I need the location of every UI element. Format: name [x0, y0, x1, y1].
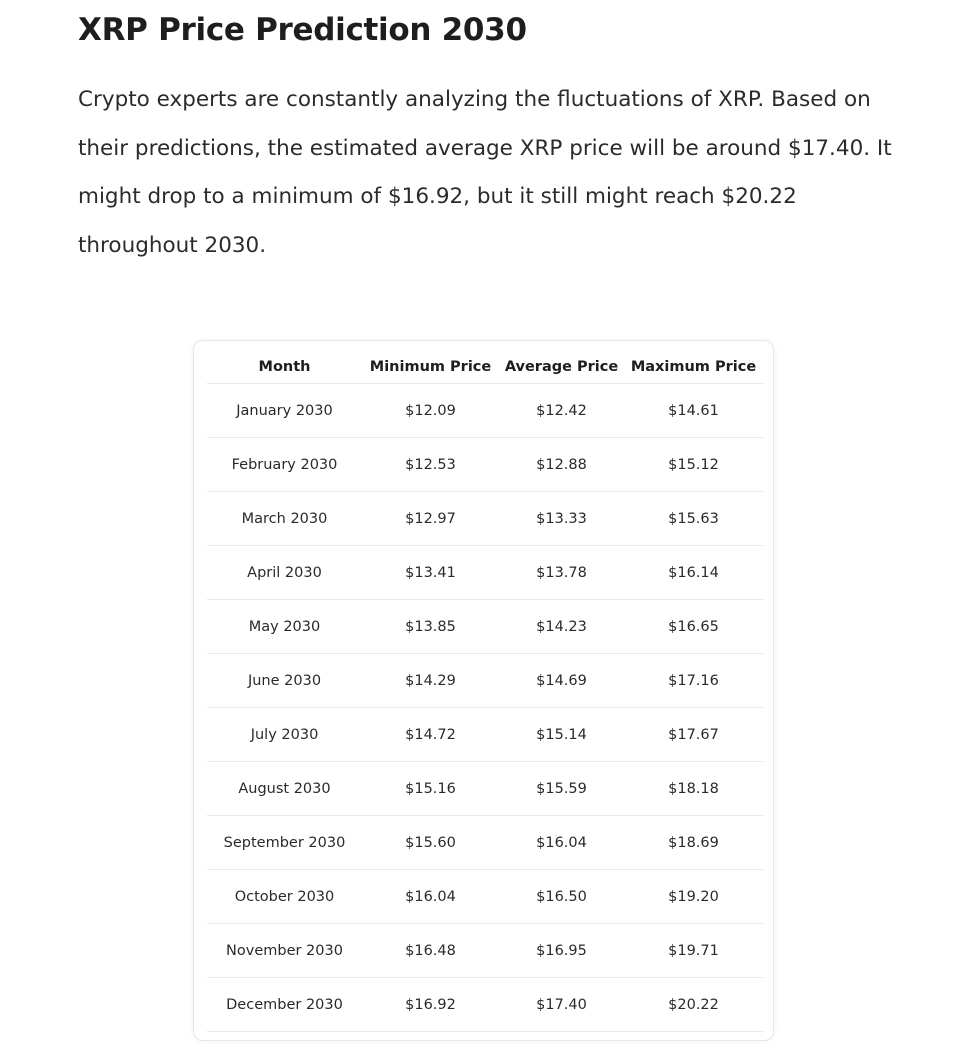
intro-paragraph: Crypto experts are constantly analyzing the fluctuations of XRP. Based on their predictions, the estimated average XRP price will be around $17.40. It might drop to a minimum of $16.92, but it still might reach $20.22 throughout 2030. [78, 87, 892, 258]
column-header-average-price: Average Price [499, 351, 624, 384]
table-header-row [207, 351, 763, 384]
table-row [207, 978, 763, 1032]
average-price-cell: $17.40 [499, 978, 624, 1032]
minimum-price-cell: $13.85 [362, 600, 499, 654]
minimum-price-cell: $14.72 [362, 708, 499, 762]
maximum-price-cell: $19.71 [624, 924, 763, 978]
average-price-cell: $13.33 [499, 492, 624, 546]
average-price-cell: $14.23 [499, 600, 624, 654]
month-cell: November 2030 [207, 924, 362, 978]
maximum-price-cell: $19.20 [624, 870, 763, 924]
table-row [207, 384, 763, 438]
month-cell: April 2030 [207, 546, 362, 600]
price-table-card [193, 340, 774, 1041]
table-row [207, 924, 763, 978]
minimum-price-cell: $16.92 [362, 978, 499, 1032]
table-row [207, 870, 763, 924]
column-header-maximum-price: Maximum Price [624, 351, 763, 384]
table-row [207, 762, 763, 816]
average-price-cell: $15.14 [499, 708, 624, 762]
maximum-price-cell: $17.67 [624, 708, 763, 762]
maximum-price-cell: $16.65 [624, 600, 763, 654]
minimum-price-cell: $13.41 [362, 546, 499, 600]
minimum-price-cell: $12.97 [362, 492, 499, 546]
minimum-price-cell: $12.53 [362, 438, 499, 492]
price-prediction-table [207, 351, 763, 1032]
month-cell: September 2030 [207, 816, 362, 870]
average-price-cell: $16.04 [499, 816, 624, 870]
average-price-cell: $16.95 [499, 924, 624, 978]
month-cell: August 2030 [207, 762, 362, 816]
table-body [207, 384, 763, 1032]
table-row [207, 708, 763, 762]
average-price-cell: $12.42 [499, 384, 624, 438]
table-row [207, 546, 763, 600]
table-row [207, 816, 763, 870]
column-header-minimum-price: Minimum Price [362, 351, 499, 384]
minimum-price-cell: $16.48 [362, 924, 499, 978]
maximum-price-cell: $20.22 [624, 978, 763, 1032]
average-price-cell: $16.50 [499, 870, 624, 924]
column-header-month: Month [207, 351, 362, 384]
maximum-price-cell: $15.63 [624, 492, 763, 546]
minimum-price-cell: $15.60 [362, 816, 499, 870]
table-row [207, 654, 763, 708]
month-cell: February 2030 [207, 438, 362, 492]
month-cell: July 2030 [207, 708, 362, 762]
average-price-cell: $13.78 [499, 546, 624, 600]
table-row [207, 600, 763, 654]
month-cell: March 2030 [207, 492, 362, 546]
minimum-price-cell: $15.16 [362, 762, 499, 816]
month-cell: January 2030 [207, 384, 362, 438]
average-price-cell: $12.88 [499, 438, 624, 492]
maximum-price-cell: $18.18 [624, 762, 763, 816]
average-price-cell: $15.59 [499, 762, 624, 816]
maximum-price-cell: $15.12 [624, 438, 763, 492]
maximum-price-cell: $14.61 [624, 384, 763, 438]
section-heading: XRP Price Prediction 2030 [78, 12, 527, 48]
minimum-price-cell: $16.04 [362, 870, 499, 924]
month-cell: December 2030 [207, 978, 362, 1032]
table-row [207, 438, 763, 492]
minimum-price-cell: $14.29 [362, 654, 499, 708]
month-cell: May 2030 [207, 600, 362, 654]
maximum-price-cell: $16.14 [624, 546, 763, 600]
average-price-cell: $14.69 [499, 654, 624, 708]
maximum-price-cell: $18.69 [624, 816, 763, 870]
minimum-price-cell: $12.09 [362, 384, 499, 438]
maximum-price-cell: $17.16 [624, 654, 763, 708]
month-cell: October 2030 [207, 870, 362, 924]
table-row [207, 492, 763, 546]
month-cell: June 2030 [207, 654, 362, 708]
